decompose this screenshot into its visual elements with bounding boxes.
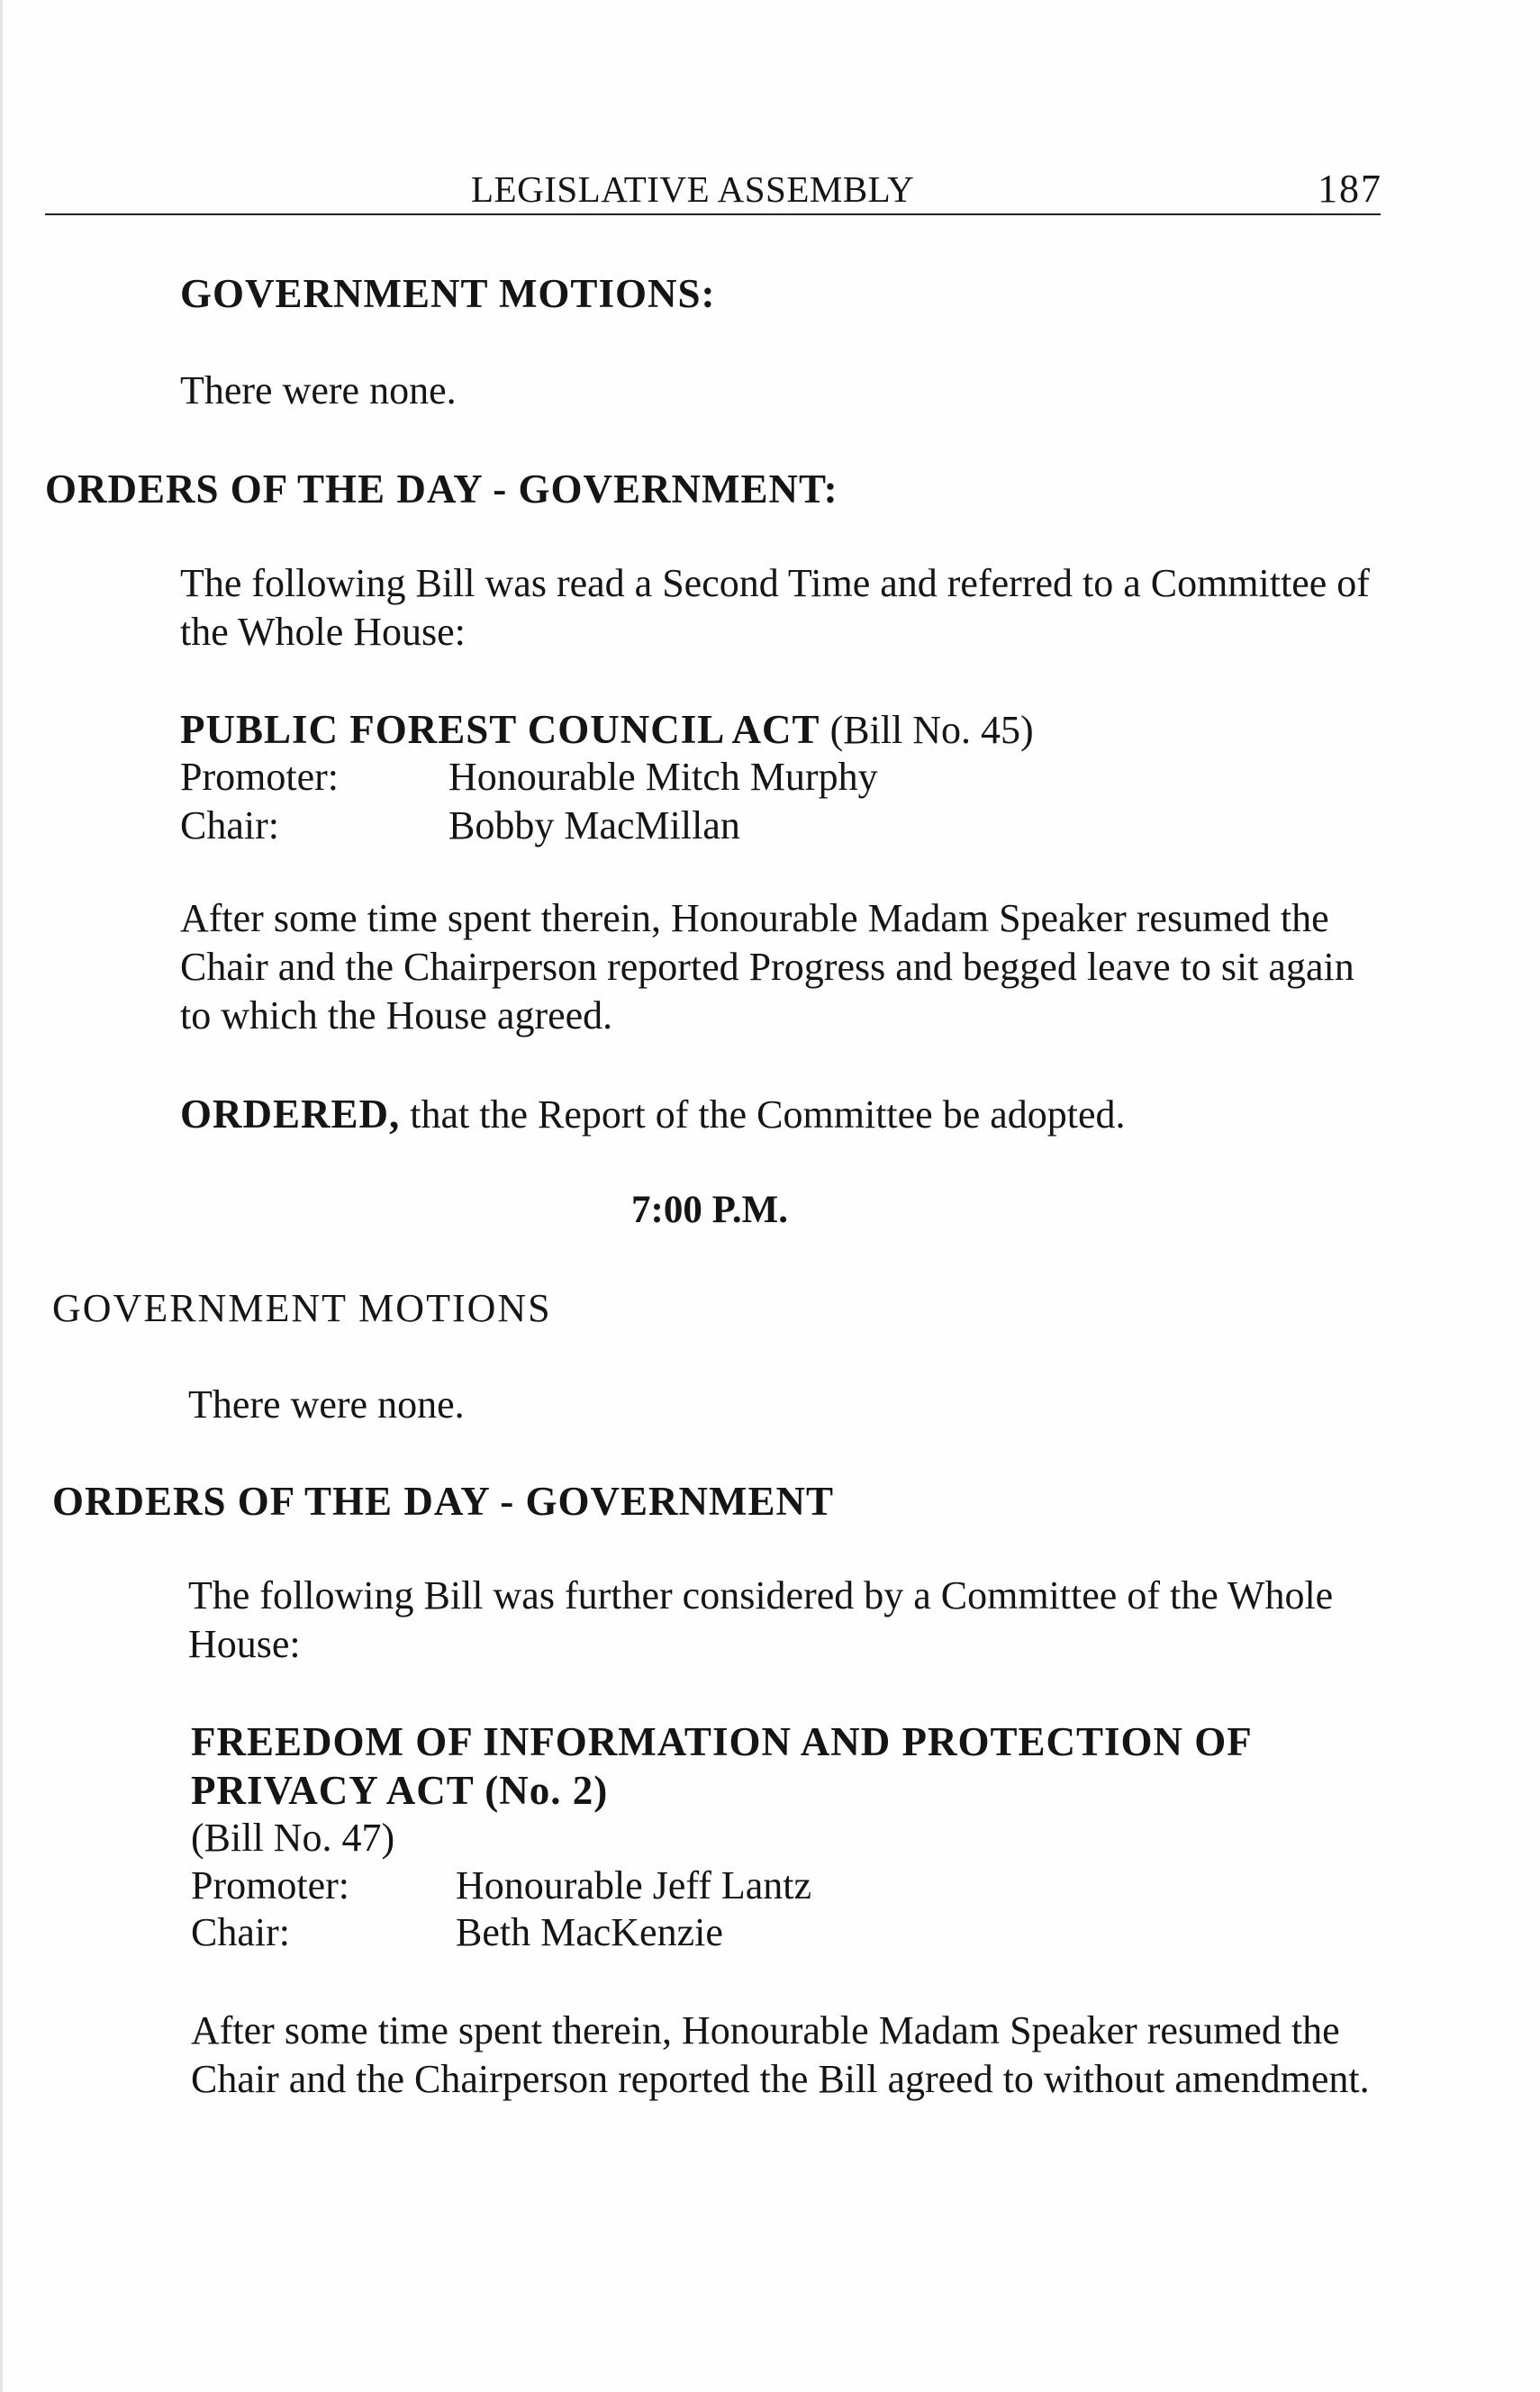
heading-government-motions: GOVERNMENT MOTIONS:: [180, 271, 716, 316]
page-number: 187: [1318, 167, 1382, 211]
promoter-label: Promoter:: [180, 755, 339, 799]
heading-government-motions-evening: GOVERNMENT MOTIONS: [52, 1286, 552, 1330]
running-header-title: LEGISLATIVE ASSEMBLY: [471, 168, 915, 210]
order-text: that the Report of the Committee be adopted.: [410, 1092, 1126, 1137]
paragraph-line: Chair and the Chairperson reported the Bill agreed to without amendment.: [191, 2057, 1370, 2101]
government-motions-text: There were none.: [180, 368, 457, 412]
promoter-name: Honourable Mitch Murphy: [448, 755, 878, 799]
intro-paragraph: [180, 559, 1370, 657]
intro-paragraph-evening: [188, 1572, 1333, 1669]
paragraph-line: After some time spent therein, Honourable Madam Speaker resumed the: [180, 896, 1329, 940]
bill-number: (Bill No. 45): [829, 708, 1034, 752]
result-paragraph-evening: [191, 2007, 1370, 2104]
bill-title: PUBLIC FOREST COUNCIL ACT: [180, 707, 820, 752]
chair-name: Bobby MacMillan: [448, 803, 740, 847]
order-line: [180, 1090, 1126, 1139]
paragraph-line: the Whole House:: [180, 610, 466, 654]
government-motions-text-evening: There were none.: [188, 1382, 465, 1427]
paragraph-line: The following Bill was further considered by a Committee of the Whole: [188, 1573, 1334, 1617]
order-label: ORDERED,: [180, 1092, 401, 1137]
chair-label: Chair:: [180, 803, 279, 847]
header-rule: [45, 213, 1381, 215]
paragraph-line: The following Bill was read a Second Time and referred to a Committee of: [180, 561, 1370, 605]
result-paragraph: [180, 894, 1354, 1040]
heading-orders-of-the-day-evening: ORDERS OF THE DAY - GOVERNMENT: [52, 1479, 835, 1524]
chair-label-evening: Chair:: [191, 1910, 290, 1954]
promoter-label-evening: Promoter:: [191, 1863, 349, 1907]
sitting-time: 7:00 P.M.: [631, 1189, 788, 1231]
paragraph-line: Chair and the Chairperson reported Progress and begged leave to sit again: [180, 945, 1354, 989]
bill-title-line: [180, 705, 1034, 755]
bill-title-evening: [191, 1717, 1253, 1815]
heading-orders-of-the-day: ORDERS OF THE DAY - GOVERNMENT:: [45, 467, 838, 512]
bill-number-evening: (Bill No. 47): [191, 1816, 395, 1860]
promoter-name-evening: Honourable Jeff Lantz: [456, 1863, 812, 1907]
paragraph-line: to which the House agreed.: [180, 993, 613, 1037]
bill-title-line: PRIVACY ACT (No. 2): [191, 1768, 609, 1813]
bill-title-line: FREEDOM OF INFORMATION AND PROTECTION OF: [191, 1719, 1253, 1764]
scan-edge: [0, 0, 3, 2392]
paragraph-line: After some time spent therein, Honourable Madam Speaker resumed the: [191, 2008, 1340, 2052]
paragraph-line: House:: [188, 1622, 301, 1666]
chair-name-evening: Beth MacKenzie: [456, 1910, 723, 1954]
